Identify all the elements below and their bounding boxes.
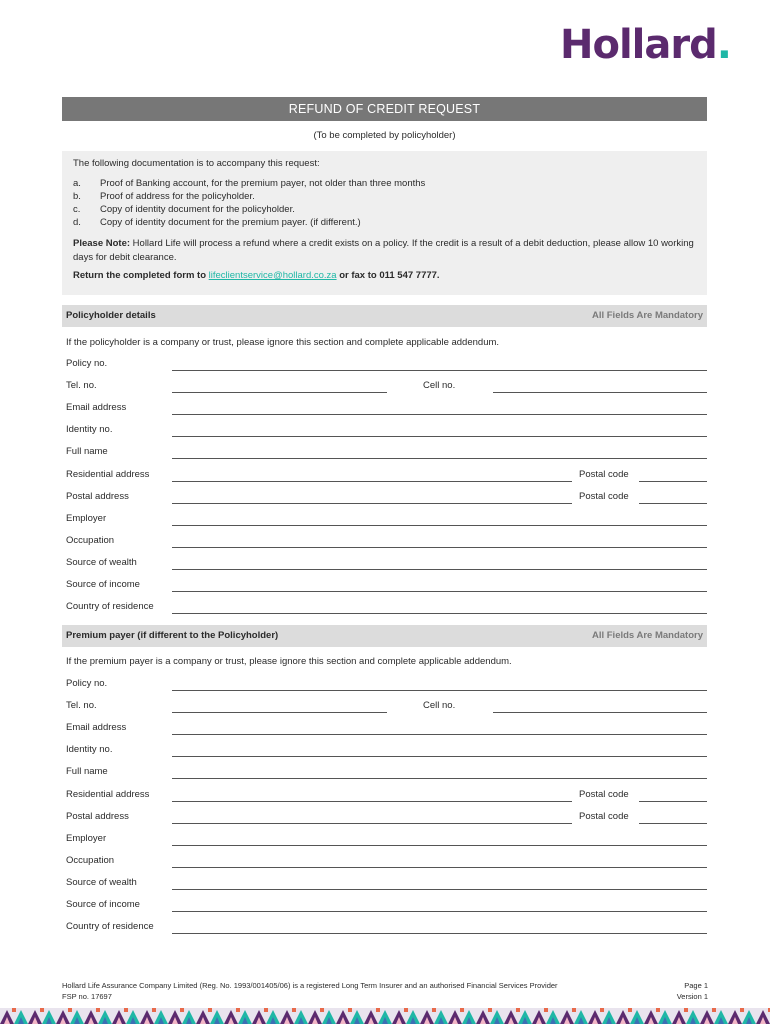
residential-field[interactable] [172,801,572,802]
policy-no-field[interactable] [172,370,707,371]
form-row-wealth [66,877,707,891]
field-label: Postal address [66,490,129,502]
cell-no-field[interactable] [493,392,707,393]
field-label: Identity no. [66,424,113,436]
form-row-identity [66,424,707,438]
field-label: Email address [66,402,127,414]
field-label: Postal code [579,810,629,822]
form-row-email [66,402,707,416]
field-label: Source of income [66,579,140,590]
identity-field[interactable] [172,756,707,757]
mandatory-label: All Fields Are Mandatory [591,310,703,321]
list-item: b. Proof of address for the policyholder. [73,191,255,202]
field-label: Postal code [579,490,629,502]
field-label: Country of residence [66,921,154,933]
form-row-employer [66,513,707,527]
field-label: Source of income [66,899,140,910]
page-title: REFUND OF CREDIT REQUEST [62,97,707,121]
form-row-occupation [66,855,707,869]
field-label: Postal address [66,810,129,822]
please-note: Please Note: Hollard Life will process a refund where a credit exists on a policy. If the credit is a result of a debit deduction, please allow 10 working days for debit clearance. [73,238,694,263]
country-field[interactable] [172,613,707,614]
postal-field[interactable] [172,823,572,824]
field-label: Identity no. [66,744,113,756]
field-label: Postal code [579,788,629,800]
field-label: Employer [66,512,107,524]
footer-page-info: Page 1 Version 1 [676,981,708,1001]
mandatory-label: All Fields Are Mandatory [591,630,703,641]
field-label: Policy no. [66,358,108,369]
postal-field[interactable] [172,503,572,504]
form-row-residential [66,789,707,803]
occupation-field[interactable] [172,547,707,548]
full-name-field[interactable] [172,458,707,459]
documentation-list [73,177,696,229]
field-label: Residential address [66,788,150,800]
wealth-field[interactable] [172,569,707,570]
field-label: Tel. no. [66,700,97,712]
email-field[interactable] [172,414,707,415]
field-label: Tel. no. [66,380,97,392]
income-field[interactable] [172,911,707,912]
list-item: d. Copy of identity document for the premium payer. (if different.) [73,217,361,228]
section-note: If the premium payer is a company or trust, please ignore this section and complete applicable addendum. [66,656,512,667]
tel-no-field[interactable] [172,712,387,713]
email-link[interactable]: lifeclientservice@hollard.co.za [208,270,337,281]
page-subtitle: (To be completed by policyholder) [313,130,456,141]
identity-field[interactable] [172,436,707,437]
email-field[interactable] [172,734,707,735]
field-label: Postal code [579,468,629,480]
field-label: Full name [66,766,108,778]
field-label: Occupation [66,854,115,866]
field-label: Cell no. [423,700,456,712]
postal-code-field[interactable] [639,503,707,504]
residential-field[interactable] [172,481,572,482]
policy-no-field[interactable] [172,690,707,691]
postal-code-field[interactable] [639,823,707,824]
section-note: If the policyholder is a company or trust, please ignore this section and complete applicable addendum. [66,337,500,348]
field-label: Occupation [66,534,115,546]
form-row-full-name [66,446,707,460]
field-label: Policy no. [66,678,108,689]
form-row-employer [66,833,707,847]
occupation-field[interactable] [172,867,707,868]
tel-no-field[interactable] [172,392,387,393]
form-row-email [66,722,707,736]
documentation-info-box [62,151,707,295]
field-label: Email address [66,722,127,734]
info-intro: The following documentation is to accompany this request: [73,158,320,169]
postal-code-field[interactable] [639,481,707,482]
return-instructions: Return the completed form to lifeclientservice@hollard.co.za or fax to 011 547 7777. [73,270,440,281]
list-item: c. Copy of identity document for the policyholder. [73,204,295,215]
form-row-residential [66,469,707,483]
form-row-policy-no [66,678,707,692]
full-name-field[interactable] [172,778,707,779]
form-row-policy-no [66,358,707,372]
hollard-logo: Hollard. [560,22,731,68]
field-label: Full name [66,446,108,458]
footer-legal: Hollard Life Assurance Company Limited (Reg. No. 1993/001405/06) is a registered Long Term Insurer and an authorised Financial Services Provider FSP no. 17697 [62,981,558,1001]
field-label: Source of wealth [66,876,137,888]
form-row-tel-no [66,700,707,714]
form-row-wealth [66,557,707,571]
form-row-country [66,921,707,935]
decorative-border-pattern [0,1008,770,1024]
form-row-tel-no [66,380,707,394]
form-row-postal [66,811,707,825]
form-row-income [66,579,707,593]
form-row-income [66,899,707,913]
form-row-full-name [66,766,707,780]
form-row-country [66,601,707,615]
income-field[interactable] [172,591,707,592]
cell-no-field[interactable] [493,712,707,713]
section-header-premium-payer: Premium payer (if different to the Policyholder) All Fields Are Mandatory [62,625,707,647]
postal-code-field[interactable] [639,801,707,802]
employer-field[interactable] [172,845,707,846]
form-row-occupation [66,535,707,549]
list-item: a. Proof of Banking account, for the premium payer, not older than three months [73,178,426,189]
country-field[interactable] [172,933,707,934]
form-row-identity [66,744,707,758]
employer-field[interactable] [172,525,707,526]
section-header-policyholder: Policyholder details All Fields Are Mandatory [62,305,707,327]
wealth-field[interactable] [172,889,707,890]
field-label: Employer [66,832,107,844]
field-label: Country of residence [66,601,154,613]
field-label: Source of wealth [66,556,137,568]
field-label: Residential address [66,468,150,480]
form-row-postal [66,491,707,505]
field-label: Cell no. [423,380,456,392]
